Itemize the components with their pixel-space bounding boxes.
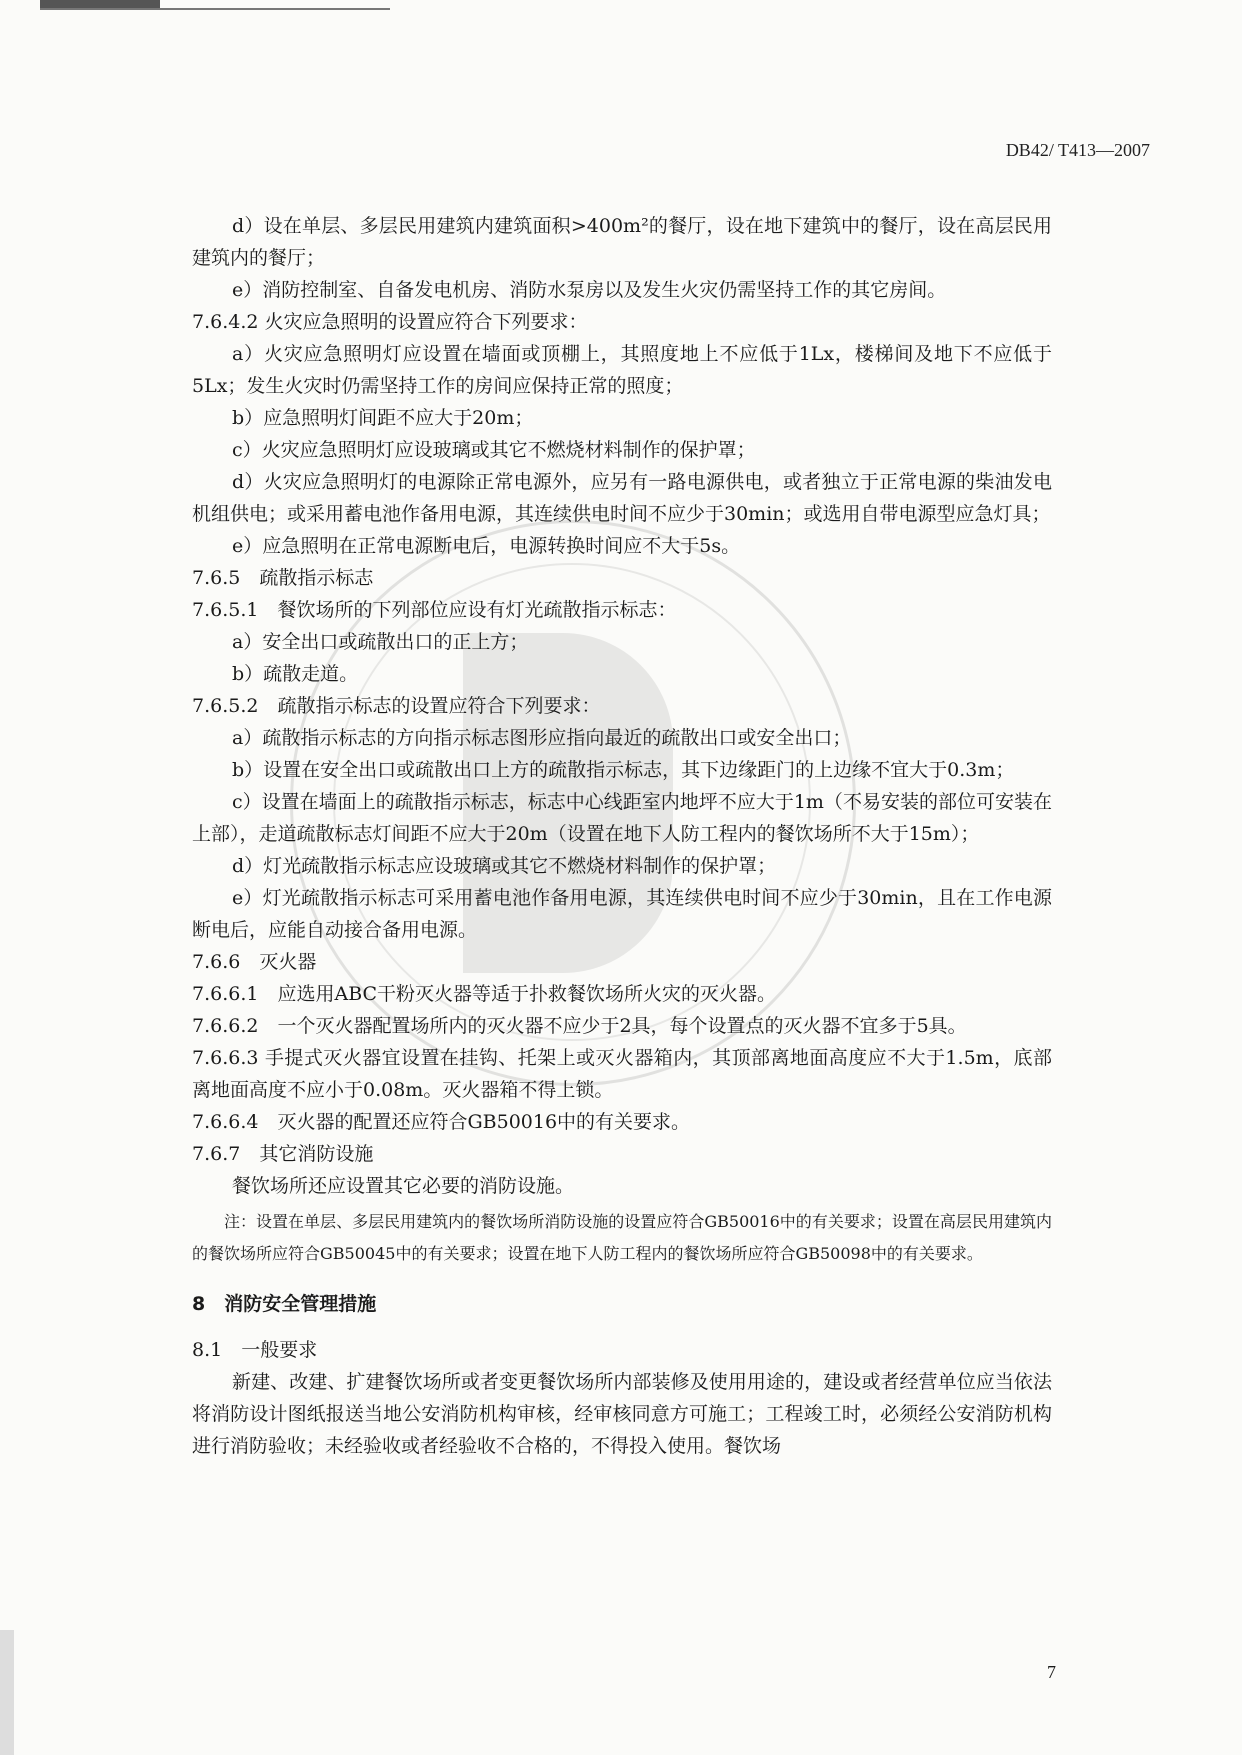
section-heading: 8 消防安全管理措施 bbox=[192, 1293, 377, 1315]
body-paragraph: b）疏散走道。 bbox=[232, 663, 359, 685]
body-paragraph: a）疏散指示标志的方向指示标志图形应指向最近的疏散出口或安全出口； bbox=[232, 727, 852, 749]
body-paragraph: e）消防控制室、自备发电机房、消防水泵房以及发生火灾仍需坚持工作的其它房间。 bbox=[232, 279, 947, 301]
body-paragraph: 7.6.5.2 疏散指示标志的设置应符合下列要求： bbox=[192, 695, 601, 717]
subsection-heading: 8.1 一般要求 bbox=[192, 1339, 318, 1361]
body-paragraph: 7.6.5.1 餐饮场所的下列部位应设有灯光疏散指示标志： bbox=[192, 599, 677, 621]
scan-top-border bbox=[40, 0, 390, 10]
document-id: DB42/ T413—2007 bbox=[1005, 140, 1150, 160]
page-number: 7 bbox=[1047, 1662, 1056, 1682]
body-paragraph: 7.6.6.3 手提式灭火器宜设置在挂钩、托架上或灭火器箱内，其顶部离地面高度应不大于1.5m，底部离地面高度不应小于0.08m。灭火器箱不得上锁。 bbox=[192, 1047, 1052, 1101]
scan-side-shadow bbox=[0, 1630, 14, 1755]
body-paragraph: 7.6.7 其它消防设施 bbox=[192, 1143, 374, 1165]
body-paragraph: c）火灾应急照明灯应设玻璃或其它不燃烧材料制作的保护罩； bbox=[232, 439, 756, 461]
body-paragraph: b）应急照明灯间距不应大于20m； bbox=[232, 407, 534, 429]
border-thick bbox=[40, 0, 160, 8]
body-paragraph: 餐饮场所还应设置其它必要的消防设施。 bbox=[232, 1175, 575, 1197]
body-paragraph: b）设置在安全出口或疏散出口上方的疏散指示标志，其下边缘距门的上边缘不宜大于0.3m； bbox=[232, 759, 1015, 781]
body-paragraph: 7.6.4.2 火灾应急照明的设置应符合下列要求： bbox=[192, 311, 588, 333]
body-paragraph: a）火灾应急照明灯应设置在墙面或顶棚上，其照度地上不应低于1Lx，楼梯间及地下不应低于5Lx；发生火灾时仍需坚持工作的房间应保持正常的照度； bbox=[192, 343, 1052, 397]
body-paragraph: e）应急照明在正常电源断电后，电源转换时间应不大于5s。 bbox=[232, 535, 741, 557]
body-paragraph: 7.6.6.1 应选用ABC干粉灭火器等适于扑救餐饮场所火灾的灭火器。 bbox=[192, 983, 777, 1005]
body-paragraph: 7.6.5 疏散指示标志 bbox=[192, 567, 374, 589]
border-thin bbox=[40, 8, 390, 10]
body-paragraph: 7.6.6.2 一个灭火器配置场所内的灭火器不应少于2具，每个设置点的灭火器不宜多于5具。 bbox=[192, 1015, 967, 1037]
body-paragraph: 7.6.6.4 灭火器的配置还应符合GB50016中的有关要求。 bbox=[192, 1111, 691, 1133]
note-paragraph: 注：设置在单层、多层民用建筑内的餐饮场所消防设施的设置应符合GB50016中的有关要求；设置在高层民用建筑内的餐饮场所应符合GB50045中的有关要求；设置在地下人防工程内的餐饮场所应符合GB50098中的有关要求。 bbox=[192, 1212, 1052, 1263]
page-content bbox=[192, 210, 1052, 1462]
body-paragraph: 7.6.6 灭火器 bbox=[192, 951, 317, 973]
body-paragraph: d）灯光疏散指示标志应设玻璃或其它不燃烧材料制作的保护罩； bbox=[232, 855, 777, 877]
body-paragraph: 新建、改建、扩建餐饮场所或者变更餐饮场所内部装修及使用用途的，建设或者经营单位应当依法将消防设计图纸报送当地公安消防机构审核，经审核同意方可施工；工程竣工时，必须经公安消防机构进行消防验收；未经验收或者经验收不合格的，不得投入使用。餐饮场 bbox=[192, 1371, 1052, 1457]
body-paragraph: d）设在单层、多层民用建筑内建筑面积>400m²的餐厅，设在地下建筑中的餐厅，设在高层民用建筑内的餐厅； bbox=[192, 215, 1052, 269]
body-paragraph: d）火灾应急照明灯的电源除正常电源外，应另有一路电源供电，或者独立于正常电源的柴油发电机组供电；或采用蓄电池作备用电源，其连续供电时间不应少于30min；或选用自带电源型应急灯具； bbox=[192, 471, 1052, 525]
body-paragraph: a）安全出口或疏散出口的正上方； bbox=[232, 631, 529, 653]
body-paragraph: e）灯光疏散指示标志可采用蓄电池作备用电源，其连续供电时间不应少于30min，且在工作电源断电后，应能自动接合备用电源。 bbox=[192, 887, 1052, 941]
body-paragraph: c）设置在墙面上的疏散指示标志，标志中心线距室内地坪不应大于1m（不易安装的部位可安装在上部），走道疏散标志灯间距不应大于20m（设置在地下人防工程内的餐饮场所不大于15m）； bbox=[192, 791, 1052, 845]
body-paragraphs bbox=[192, 210, 1052, 1202]
